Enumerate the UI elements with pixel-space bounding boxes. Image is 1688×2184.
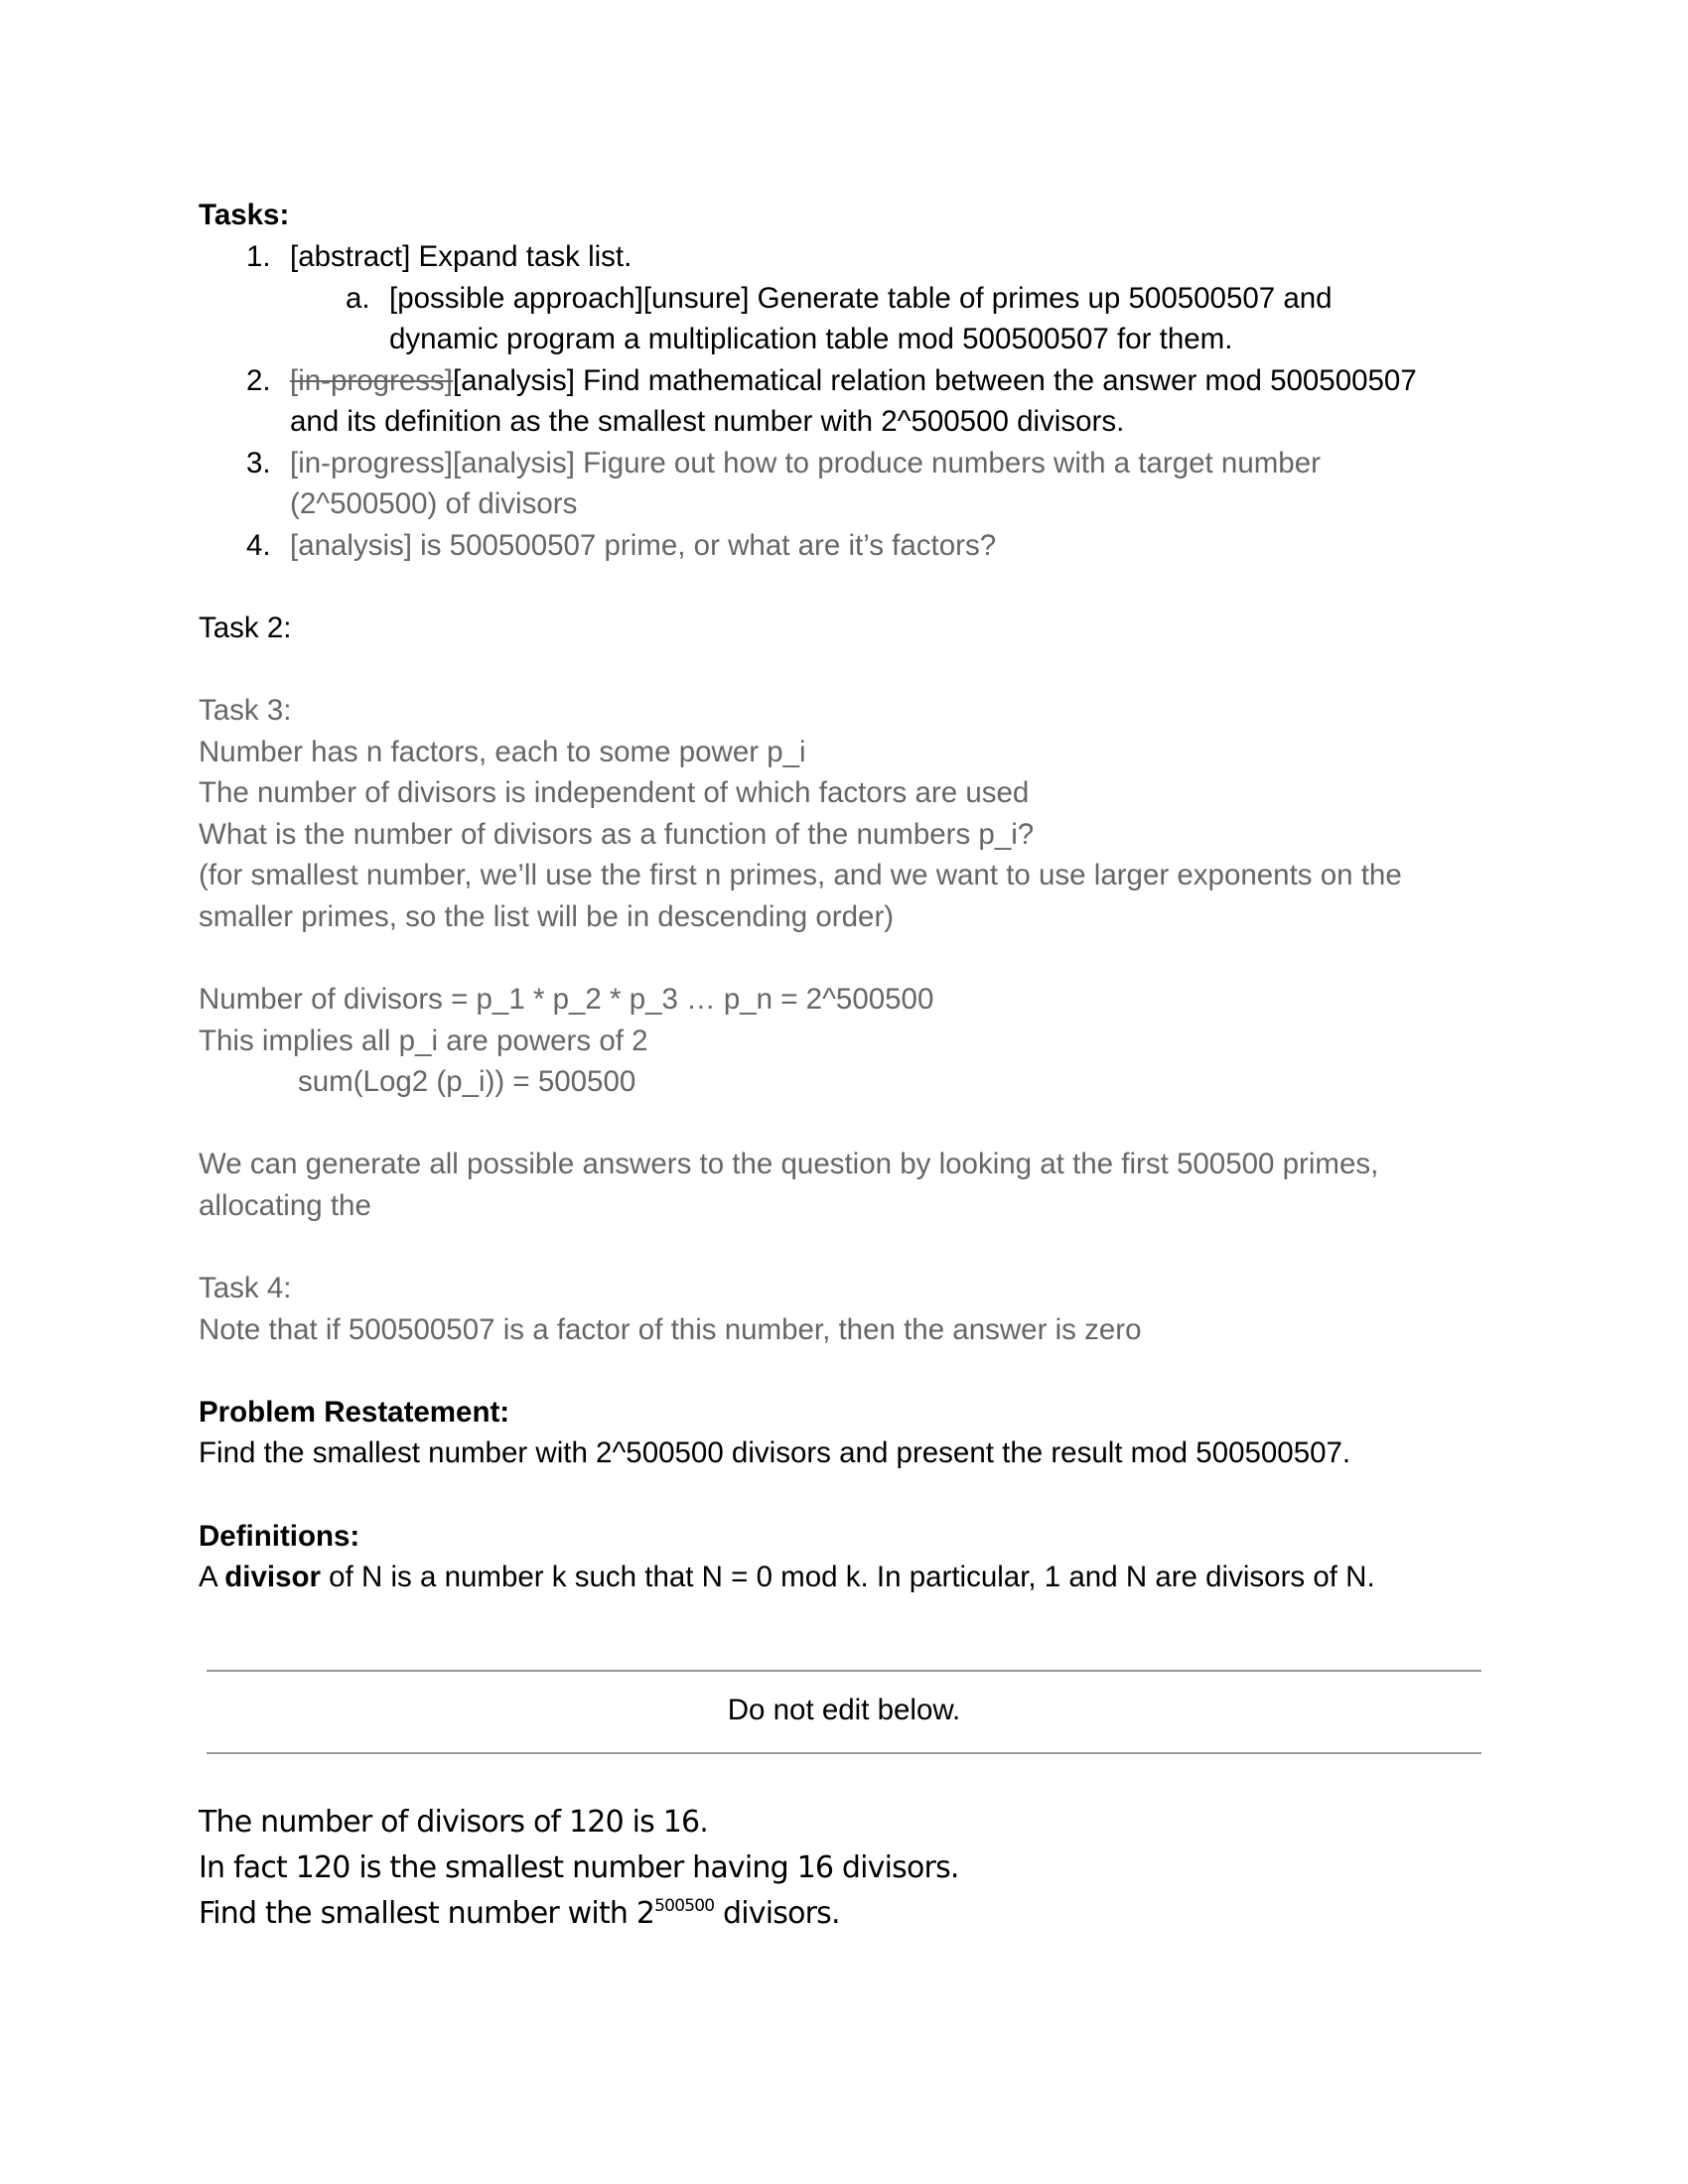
- do-not-edit-label: Do not edit below.: [727, 1694, 961, 1726]
- formula-line-indented: sum(Log2 (p_i)) = 500500: [298, 1065, 636, 1098]
- task-item-1a-cont: dynamic program a multiplication table mod 500500507 for them.: [389, 323, 1233, 355]
- task3-line: smaller primes, so the list will be in descending order): [199, 900, 895, 933]
- generate-line: We can generate all possible answers to the question by looking at the first 500500 primes,: [199, 1148, 1379, 1180]
- list-number: 3.: [246, 447, 271, 479]
- tasks-heading: Tasks:: [199, 199, 290, 231]
- task3-line: (for smallest number, we’ll use the first n primes, and we want to use larger exponents on the: [199, 859, 1402, 891]
- task-item-1[interactable]: [246, 236, 632, 278]
- task-item-2[interactable]: [246, 360, 1417, 402]
- task3-line: Number has n factors, each to some power p_i: [199, 736, 806, 768]
- line-suffix: divisors.: [714, 1896, 840, 1931]
- definition-prefix: A: [199, 1561, 225, 1593]
- original-problem-line: In fact 120 is the smallest number having 16 divisors.: [199, 1850, 959, 1885]
- task-text: [analysis] is 500500507 prime, or what are it’s factors?: [290, 529, 997, 562]
- list-letter: a.: [346, 282, 370, 315]
- task-text: [possible approach][unsure] Generate table of primes up 500500507 and: [389, 282, 1333, 315]
- task2-heading: Task 2:: [199, 612, 292, 644]
- original-problem-line: [199, 1891, 840, 1937]
- divider-bottom: [207, 1752, 1481, 1754]
- task3-line: The number of divisors is independent of which factors are used: [199, 776, 1030, 809]
- list-number: 2.: [246, 364, 271, 397]
- divider-top: [207, 1670, 1481, 1672]
- task-text: [analysis] Find mathematical relation between the answer mod 500500507: [452, 364, 1417, 397]
- task4-heading: Task 4:: [199, 1272, 292, 1304]
- list-number: 4.: [246, 529, 271, 562]
- restatement-text: Find the smallest number with 2^500500 divisors and present the result mod 500500507.: [199, 1436, 1351, 1469]
- list-number: 1.: [246, 240, 271, 273]
- task-item-4[interactable]: [246, 525, 996, 567]
- definition-term: divisor: [224, 1561, 321, 1593]
- strikethrough-tag: [in-progress]: [290, 364, 453, 397]
- definitions-heading: Definitions:: [199, 1520, 360, 1553]
- formula-line: This implies all p_i are powers of 2: [199, 1024, 648, 1057]
- task-item-3[interactable]: [246, 443, 1321, 484]
- formula-line: Number of divisors = p_1 * p_2 * p_3 … p_n = 2^500500: [199, 983, 934, 1016]
- exponent: 500500: [654, 1896, 715, 1916]
- task-item-2-cont: and its definition as the smallest number with 2^500500 divisors.: [290, 405, 1125, 438]
- restatement-heading: Problem Restatement:: [199, 1396, 510, 1429]
- definition-divisor: [199, 1557, 1375, 1598]
- task-item-3-cont: (2^500500) of divisors: [290, 487, 578, 520]
- task3-line: What is the number of divisors as a function of the numbers p_i?: [199, 818, 1035, 851]
- line-prefix: Find the smallest number with 2: [199, 1896, 655, 1931]
- original-problem-line: The number of divisors of 120 is 16.: [199, 1805, 709, 1840]
- task4-line: Note that if 500500507 is a factor of this number, then the answer is zero: [199, 1313, 1142, 1346]
- definition-body: of N is a number k such that N = 0 mod k. In particular, 1 and N are divisors of N.: [320, 1561, 1375, 1593]
- task3-heading: Task 3:: [199, 694, 292, 727]
- task-text: [abstract] Expand task list.: [290, 240, 633, 273]
- task-item-1a[interactable]: [346, 278, 1333, 320]
- generate-line: allocating the: [199, 1189, 371, 1222]
- task-text: [in-progress][analysis] Figure out how to produce numbers with a target number: [290, 447, 1321, 479]
